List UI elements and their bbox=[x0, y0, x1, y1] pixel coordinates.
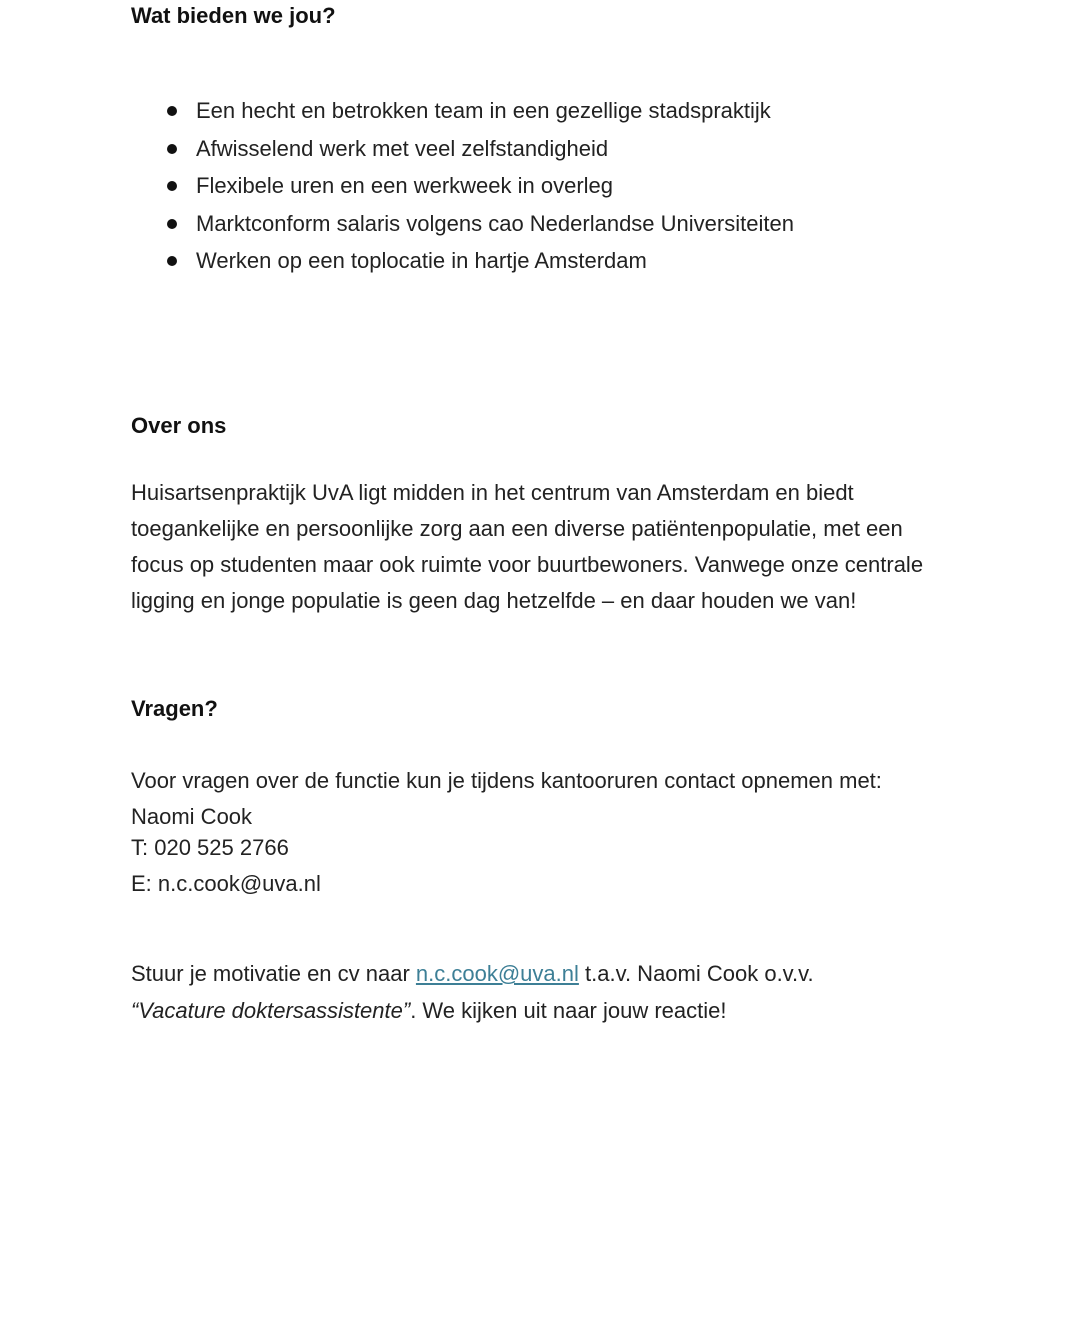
list-item bbox=[131, 242, 794, 280]
list-item bbox=[131, 92, 794, 130]
apply-quote: “Vacature doktersassistente” bbox=[131, 998, 411, 1023]
list-item bbox=[131, 167, 794, 205]
list-item-text: Werken op een toplocatie in hartje Amsterdam bbox=[196, 248, 647, 273]
contact-intro: Voor vragen over de functie kun je tijdens kantooruren contact opnemen met: bbox=[131, 768, 882, 793]
list-item-text: Afwisselend werk met veel zelfstandigheid bbox=[196, 135, 609, 161]
contact-name: Naomi Cook bbox=[131, 804, 253, 829]
bullet-icon bbox=[167, 219, 177, 229]
apply-prefix: Stuur je motivatie en cv naar bbox=[131, 961, 416, 986]
benefits-heading: Wat bieden we jou? bbox=[131, 3, 336, 28]
list-item-text: Flexibele uren en een werkweek in overleg bbox=[196, 173, 614, 198]
about-heading: Over ons bbox=[131, 413, 227, 438]
about-paragraph: Huisartsenpraktijk UvA ligt midden in het centrum van Amsterdam en biedt toegankelijke en persoonlijke zorg aan een diverse patiëntenpopulatie, met een focus op studenten maar ook ruimte voor buurtbewoners. Vanwege onze centrale ligging en jonge populatie is geen dag hetzelfde – en daar houden we van! bbox=[131, 480, 924, 613]
apply-middle: t.a.v. Naomi Cook o.v.v. bbox=[578, 961, 814, 986]
email-link[interactable]: n.c.cook@uva.nl bbox=[415, 961, 579, 986]
benefits-list bbox=[131, 92, 794, 280]
bullet-icon bbox=[167, 106, 177, 116]
bullet-icon bbox=[167, 181, 177, 191]
list-item-text: Een hecht en betrokken team in een gezellige stadspraktijk bbox=[196, 98, 771, 123]
apply-suffix: . We kijken uit naar jouw reactie! bbox=[410, 998, 727, 1023]
contact-block bbox=[131, 763, 961, 902]
list-item bbox=[131, 205, 794, 243]
list-item-text: Marktconform salaris volgens cao Nederlandse Universiteiten bbox=[196, 210, 794, 236]
list-item bbox=[131, 130, 794, 168]
contact-email: E: n.c.cook@uva.nl bbox=[131, 871, 321, 896]
questions-heading: Vragen? bbox=[131, 696, 218, 721]
bullet-icon bbox=[167, 144, 177, 154]
apply-paragraph bbox=[131, 955, 961, 1029]
contact-phone: T: 020 525 2766 bbox=[131, 835, 289, 860]
bullet-icon bbox=[167, 256, 177, 266]
